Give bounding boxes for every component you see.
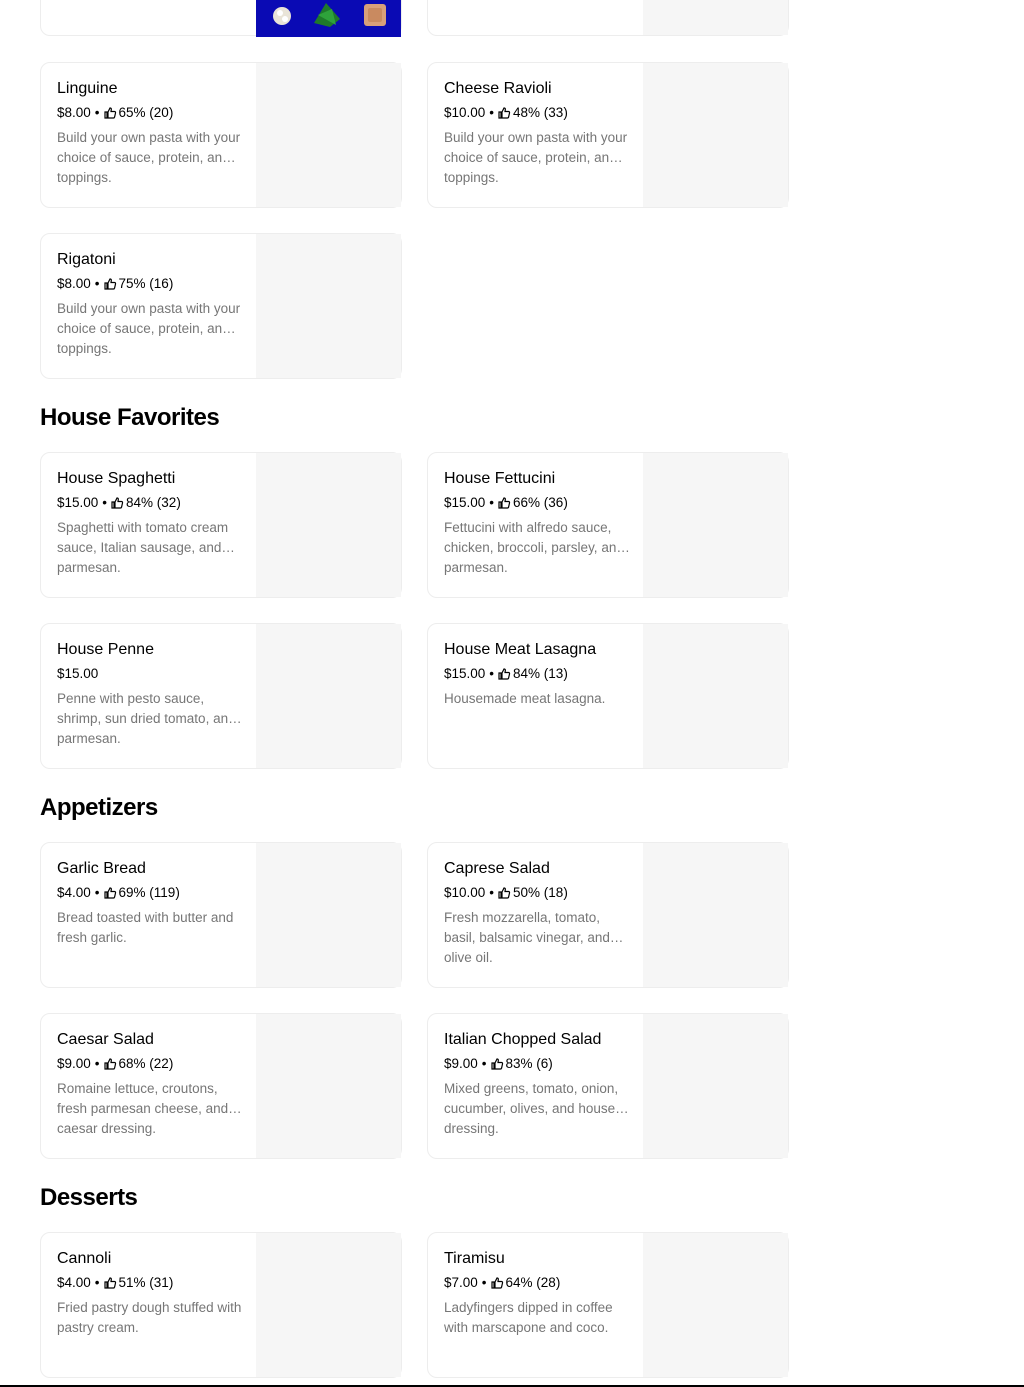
menu-item-rating: 48% (33) (513, 105, 568, 120)
menu-item-rating: 66% (36) (513, 495, 568, 510)
menu-item-image (643, 843, 788, 987)
menu-item-description: Spaghetti with tomato cream sauce, Italian sausage, and parmesan. (57, 520, 229, 575)
menu-item-name: Caprese Salad (444, 860, 550, 877)
menu-item-description: Housemade meat lasagna. (444, 691, 606, 706)
separator: • (481, 1056, 487, 1071)
menu-item-image (643, 1014, 788, 1158)
menu-item-name: Tiramisu (444, 1250, 505, 1267)
menu-item-meta (57, 665, 243, 683)
menu-item-name: Cannoli (57, 1250, 112, 1267)
menu-item-meta (57, 104, 243, 122)
menu-item-card[interactable] (427, 452, 789, 598)
menu-item-description: Fried pastry dough stuffed with pastry cream. (57, 1300, 242, 1335)
menu-item-price: $15.00 (57, 495, 99, 510)
menu-item-price: $15.00 (444, 666, 486, 681)
section-title-desserts: Desserts (40, 1184, 138, 1211)
menu-item-card[interactable] (40, 1232, 402, 1378)
thumbs-up-icon (498, 107, 510, 119)
menu-item-image (256, 453, 401, 597)
menu-item-image (256, 63, 401, 207)
menu-item-card[interactable] (40, 623, 402, 769)
menu-item-image (643, 63, 788, 207)
menu-item-description: Build your own pasta with your choice of sauce, protein, and toppings. (444, 130, 628, 185)
menu-item-rating: 84% (32) (126, 495, 181, 510)
menu-item-image (256, 843, 401, 987)
menu-item-card[interactable] (427, 623, 789, 769)
menu-item-image (643, 624, 788, 768)
thumbs-up-icon (498, 497, 510, 509)
thumbs-up-icon (111, 497, 123, 509)
menu-item-rating: 50% (18) (513, 885, 568, 900)
menu-item-price: $4.00 (57, 885, 91, 900)
menu-item-rating: 64% (28) (505, 1275, 561, 1290)
menu-item-name: Linguine (57, 80, 118, 97)
menu-item-description: Penne with pesto sauce, shrimp, sun dried tomato, and parmesan. (57, 691, 236, 746)
menu-item-description: Mixed greens, tomato, onion, cucumber, olives, and house dressing. (444, 1081, 619, 1136)
menu-item-image (256, 1014, 401, 1158)
menu-item-card[interactable] (427, 0, 789, 36)
menu-item-meta (57, 275, 243, 293)
menu-item-image (256, 0, 401, 35)
menu-item-price: $10.00 (444, 885, 486, 900)
menu-item-meta (57, 494, 243, 512)
menu-item-description: Romaine lettuce, croutons, fresh parmesan cheese, and caesar dressing. (57, 1081, 229, 1136)
separator: • (489, 666, 495, 681)
separator: • (94, 885, 100, 900)
thumbs-up-icon (498, 887, 510, 899)
menu-item-meta (57, 1274, 243, 1292)
menu-item-rating: 84% (13) (513, 666, 568, 681)
menu-item-rating: 51% (31) (118, 1275, 174, 1290)
menu-item-card[interactable] (427, 1013, 789, 1159)
menu-item-name: House Meat Lasagna (444, 641, 597, 658)
menu-item-image (256, 234, 401, 378)
menu-item-description: Build your own pasta with your choice of sauce, protein, and toppings. (57, 130, 241, 185)
menu-item-meta (444, 104, 630, 122)
separator: • (102, 495, 108, 510)
section-title-appetizers: Appetizers (40, 794, 158, 821)
menu-item-price: $15.00 (444, 495, 486, 510)
menu-item-card[interactable] (40, 1013, 402, 1159)
separator: • (481, 1275, 487, 1290)
menu-item-rating: 75% (16) (118, 276, 174, 291)
menu-item-image (256, 624, 401, 768)
menu-item-image (643, 0, 788, 35)
menu-item-rating: 83% (6) (505, 1056, 553, 1071)
separator: • (94, 276, 100, 291)
menu-item-card[interactable] (427, 842, 789, 988)
menu-item-meta (57, 1055, 243, 1073)
menu-item-price: $8.00 (57, 105, 91, 120)
menu-item-image (256, 1233, 401, 1377)
thumbs-up-icon (104, 1277, 116, 1289)
menu-item-card[interactable] (40, 233, 402, 379)
menu-item-meta (444, 1055, 630, 1073)
separator: • (94, 105, 100, 120)
thumbs-up-icon (104, 1058, 116, 1070)
menu-item-card[interactable] (427, 1232, 789, 1378)
menu-item-name: Rigatoni (57, 251, 116, 268)
thumbs-up-icon (491, 1277, 503, 1289)
menu-item-meta (444, 1274, 630, 1292)
menu-item-meta (57, 884, 243, 902)
menu-item-price: $4.00 (57, 1275, 91, 1290)
menu-item-name: Italian Chopped Salad (444, 1031, 602, 1048)
menu-item-card[interactable] (40, 842, 402, 988)
menu-item-price: $7.00 (444, 1275, 478, 1290)
menu-item-description: Fresh mozzarella, tomato, basil, balsamic vinegar, and olive oil. (444, 910, 610, 965)
menu-item-image (643, 453, 788, 597)
separator: • (489, 495, 495, 510)
menu-item-card[interactable] (40, 452, 402, 598)
menu-item-name: House Penne (57, 641, 154, 658)
menu-item-meta (444, 884, 630, 902)
menu-item-name: House Spaghetti (57, 470, 176, 487)
menu-item-rating: 68% (22) (118, 1056, 174, 1071)
thumbs-up-icon (491, 1058, 503, 1070)
separator: • (489, 105, 495, 120)
menu-item-price: $9.00 (444, 1056, 478, 1071)
menu-item-rating: 65% (20) (118, 105, 174, 120)
food-photo-icon (256, 0, 401, 37)
section-title-house-favorites: House Favorites (40, 404, 220, 431)
menu-item-card[interactable] (40, 0, 402, 36)
menu-item-description: Build your own pasta with your choice of sauce, protein, and toppings. (57, 301, 241, 356)
thumbs-up-icon (104, 278, 116, 290)
menu-item-price: $15.00 (57, 666, 99, 681)
menu-item-card[interactable] (427, 62, 789, 208)
menu-item-name: Garlic Bread (57, 860, 146, 877)
menu-item-name: House Fettucini (444, 470, 556, 487)
menu-item-card[interactable] (40, 62, 402, 208)
separator: • (489, 885, 495, 900)
menu-item-name: Cheese Ravioli (444, 80, 552, 97)
menu-item-name: Caesar Salad (57, 1031, 154, 1048)
menu-item-description: Bread toasted with butter and fresh garlic. (57, 910, 234, 945)
menu-item-price: $8.00 (57, 276, 91, 291)
menu-item-description: Fettucini with alfredo sauce, chicken, broccoli, parsley, and parmesan. (444, 520, 624, 575)
menu-item-description: Ladyfingers dipped in coffee with marscapone and coco. (444, 1300, 613, 1335)
thumbs-up-icon (104, 107, 116, 119)
menu-item-price: $10.00 (444, 105, 486, 120)
thumbs-up-icon (104, 887, 116, 899)
menu-item-image (643, 1233, 788, 1377)
separator: • (94, 1056, 100, 1071)
menu-item-meta (444, 494, 630, 512)
menu-item-meta (444, 665, 630, 683)
menu-item-rating: 69% (119) (118, 885, 180, 900)
separator: • (94, 1275, 100, 1290)
thumbs-up-icon (498, 668, 510, 680)
menu-item-price: $9.00 (57, 1056, 91, 1071)
